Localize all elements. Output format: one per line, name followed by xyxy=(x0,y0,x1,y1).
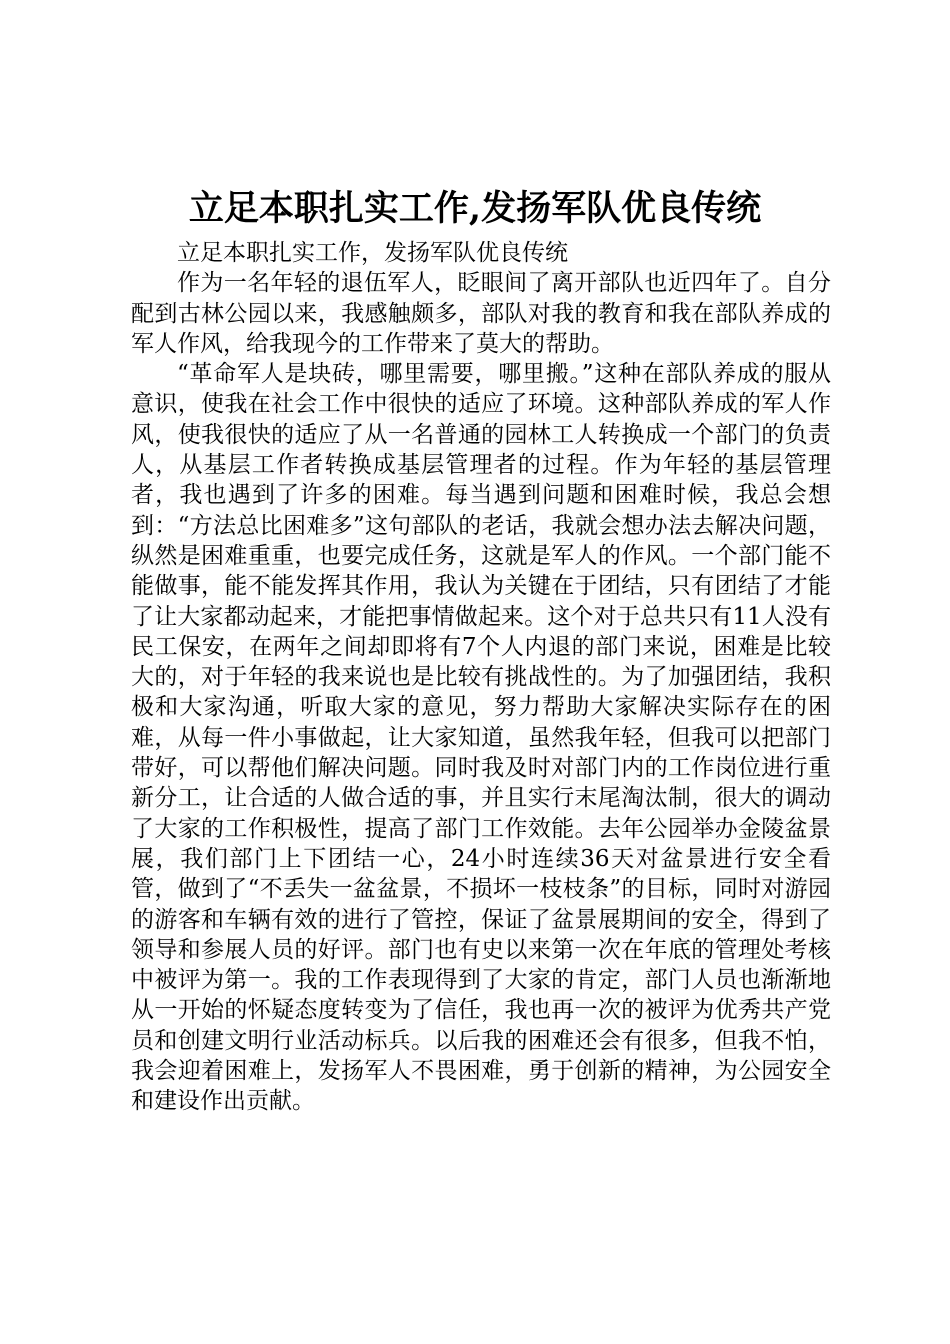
paragraph-main: “革命军人是块砖，哪里需要，哪里搬。”这种在部队养成的服从意识，使我在社会工作中很快的适应了环境。这种部队养成的军人作风，使我很快的适应了从一名普通的园林工人转换成一个部门的负责人，从基层工作者转换成基层管理者的过程。作为年轻的基层管理者，我也遇到了许多的困难。每当遇到问题和困难时候，我总会想到：“方法总比困难多”这句部队的老话，我就会想办法去解决问题，纵然是困难重重，也要完成任务，这就是军人的作风。一个部门能不能做事，能不能发挥其作用，我认为关键在于团结，只有团结了才能了让大家都动起来，才能把事情做起来。这个对于总共只有11人没有民工保安，在两年之间却即将有7个人内退的部门来说，困难是比较大的，对于年轻的我来说也是比较有挑战性的。为了加强团结，我积极和大家沟通，听取大家的意见，努力帮助大家解决实际存在的困难，从每一件小事做起，让大家知道，虽然我年轻，但我可以把部门带好，可以帮他们解决问题。同时我及时对部门内的工作岗位进行重新分工，让合适的人做合适的事，并且实行末尾淘汰制，很大的调动了大家的工作积极性，提高了部门工作效能。去年公园举办金陵盆景展，我们部门上下团结一心，24小时连续36天对盆景进行安全看管，做到了“不丢失一盆盆景，不损坏一枝枝条”的目标，同时对游园的游客和车辆有效的进行了管控，保证了盆景展期间的安全，得到了领导和参展人员的好评。部门也有史以来第一次在年底的管理处考核中被评为第一。我的工作表现得到了大家的肯定，部门人员也渐渐地从一开始的怀疑态度转变为了信任，我也再一次的被评为优秀共产党员和创建文明行业活动标兵。以后我的困难还会有很多，但我不怕，我会迎着困难上，发扬军人不畏困难，勇于创新的精神，为公园安全和建设作出贡献。 xyxy=(131,361,831,1115)
paragraph-intro: 作为一名年轻的退伍军人，眨眼间了离开部队也近四年了。自分配到古林公园以来，我感触颇多，部队对我的教育和我在部队养成的军人作风，给我现今的工作带来了莫大的帮助。 xyxy=(131,270,831,357)
paragraph-subtitle: 立足本职扎实工作，发扬军队优良传统 xyxy=(177,240,568,266)
document-title: 立足本职扎实工作,发扬军队优良传统 xyxy=(188,188,762,229)
document-body xyxy=(131,238,831,1117)
